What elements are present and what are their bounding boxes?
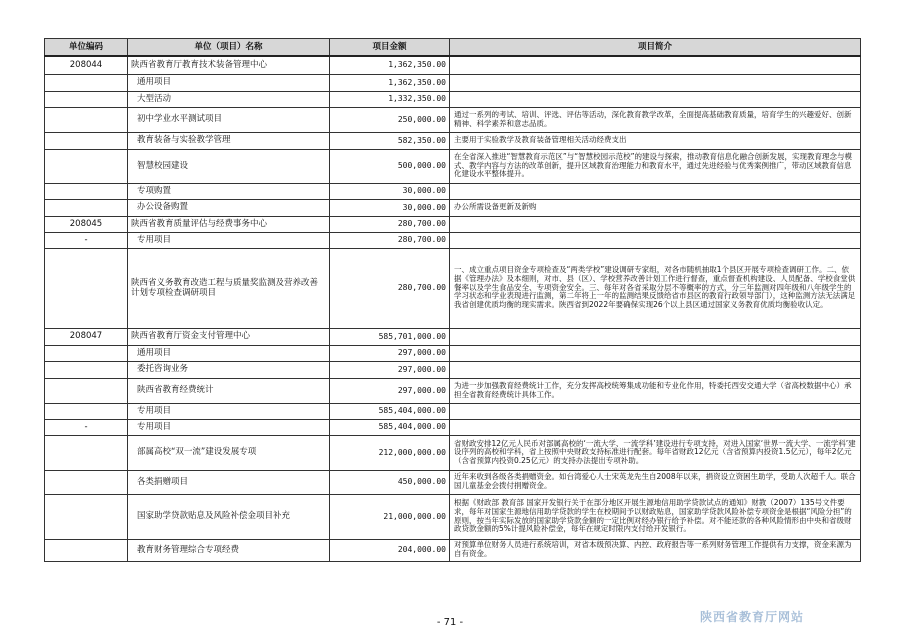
unit-code-cell: - [45, 232, 128, 248]
table-body [45, 56, 861, 561]
table-row [45, 345, 861, 361]
amount-cell: 585,701,000.00 [330, 328, 450, 345]
budget-table [44, 38, 861, 562]
unit-code-cell [45, 91, 128, 107]
page-number: - 71 - [436, 617, 464, 628]
amount-cell: 450,000.00 [330, 470, 450, 494]
amount-cell: 280,700.00 [330, 216, 450, 232]
amount-cell: 582,350.00 [330, 132, 450, 149]
table-header-row [45, 39, 861, 57]
unit-name-cell: 通用项目 [128, 345, 330, 361]
description-cell: 主要用于实验教学及教育装备管理相关活动经费支出 [450, 132, 861, 149]
unit-code-cell [45, 248, 128, 328]
amount-cell: 212,000,000.00 [330, 435, 450, 470]
description-cell [450, 232, 861, 248]
description-cell [450, 345, 861, 361]
description-cell: 对预算单位财务人员进行系统培训，对省本级预决算、内控、政府报告等一系列财务管理工作提供有力支撑，资金来源为自有资金。 [450, 539, 861, 561]
description-cell [450, 361, 861, 378]
budget-table-sheet [44, 38, 860, 562]
amount-cell: 21,000,000.00 [330, 494, 450, 539]
description-cell [450, 328, 861, 345]
unit-name-cell: 陕西省义务教育改造工程与质量奖监测及营养改善计划专项检查调研项目 [128, 248, 330, 328]
description-cell [450, 419, 861, 435]
unit-name-cell: 陕西省教育厅资金支付管理中心 [128, 328, 330, 345]
table-row [45, 132, 861, 149]
amount-cell: 1,362,350.00 [330, 56, 450, 74]
unit-code-cell [45, 132, 128, 149]
unit-code-cell [45, 199, 128, 216]
unit-name-cell: 专用项目 [128, 403, 330, 419]
amount-cell: 297,000.00 [330, 378, 450, 403]
description-cell [450, 183, 861, 199]
unit-name-cell: 初中学业水平测试项目 [128, 107, 330, 132]
description-cell: 近年来收到各级各类捐赠资金。如台湾爱心人士宋英龙先生自2008年以来，捐资设立资困生助学，受助人次超千人。联合国儿童基金会拨付捐赠资金。 [450, 470, 861, 494]
table-row [45, 107, 861, 132]
unit-code-cell: - [45, 419, 128, 435]
unit-code-cell [45, 494, 128, 539]
unit-name-cell: 各类捐赠项目 [128, 470, 330, 494]
table-row [45, 328, 861, 345]
description-cell [450, 56, 861, 74]
unit-name-cell: 专用项目 [128, 419, 330, 435]
unit-name-cell: 委托咨询业务 [128, 361, 330, 378]
amount-cell: 204,000.00 [330, 539, 450, 561]
amount-cell: 30,000.00 [330, 183, 450, 199]
description-cell: 为进一步加强教育经费统计工作，充分发挥高校统筹集成功能和专业化作用，特委托西安交通大学（省高校数据中心）承担全省教育经费统计具体工作。 [450, 378, 861, 403]
table-row [45, 232, 861, 248]
amount-cell: 500,000.00 [330, 149, 450, 183]
amount-cell: 280,700.00 [330, 232, 450, 248]
unit-name-cell: 专用项目 [128, 232, 330, 248]
header-unit-name: 单位（项目）名称 [128, 39, 330, 57]
table-row [45, 149, 861, 183]
amount-cell: 585,404,000.00 [330, 403, 450, 419]
unit-code-cell: 208045 [45, 216, 128, 232]
description-cell [450, 403, 861, 419]
unit-code-cell [45, 403, 128, 419]
unit-name-cell: 陕西省教育厅教育技术装备管理中心 [128, 56, 330, 74]
table-row [45, 470, 861, 494]
description-cell: 在全省深入推进“智慧教育示范区”与“智慧校园示范校”的建设与探索，推动教育信息化融合创新发展，实现教育理念与模式、教学内容与方法的改革创新，提升区域教育治理能力和教育水平，通过先进经验与优秀案例推广，带动区域教育信息化建设水平整体提升。 [450, 149, 861, 183]
table-row [45, 91, 861, 107]
description-cell [450, 216, 861, 232]
unit-code-cell [45, 361, 128, 378]
unit-name-cell: 大型活动 [128, 91, 330, 107]
description-cell [450, 74, 861, 91]
unit-code-cell [45, 470, 128, 494]
table-row [45, 403, 861, 419]
amount-cell: 1,332,350.00 [330, 91, 450, 107]
header-unit-code: 单位编码 [45, 39, 128, 57]
table-row [45, 539, 861, 561]
amount-cell: 30,000.00 [330, 199, 450, 216]
amount-cell: 250,000.00 [330, 107, 450, 132]
unit-name-cell: 通用项目 [128, 74, 330, 91]
unit-code-cell [45, 107, 128, 132]
description-cell [450, 91, 861, 107]
description-cell: 办公所需设备更新及新购 [450, 199, 861, 216]
unit-name-cell: 陕西省教育经费统计 [128, 378, 330, 403]
table-row [45, 494, 861, 539]
description-cell: 通过一系列的考试、培训、评选、评估等活动，深化教育教学改革，全面提高基础教育质量，培育学生的兴趣爱好、创新精神、科学素养和意志品质。 [450, 107, 861, 132]
unit-name-cell: 专项购置 [128, 183, 330, 199]
unit-code-cell [45, 539, 128, 561]
unit-name-cell: 国家助学贷款贴息及风险补偿金项目补充 [128, 494, 330, 539]
unit-code-cell [45, 435, 128, 470]
unit-name-cell: 教育装备与实验教学管理 [128, 132, 330, 149]
unit-code-cell [45, 345, 128, 361]
description-cell: 根据《财政部 教育部 国家开发银行关于在部分地区开展生源地信用助学贷款试点的通知》财教（2007）135号文件要求，每年对国家生源地信用助学贷款的学生在校期间予以财政贴息，国家助学贷款风险补偿专项资金是根据“风险分担”的原则，按当年实际发放的国家助学贷款金额的一定比例对经办银行给予补偿。对不能还款的各种风险情形由中央和省级财政贷款金额的5%计提风险补偿金，每年在规定时限内支付给开发银行。 [450, 494, 861, 539]
amount-cell: 297,000.00 [330, 361, 450, 378]
table-row [45, 361, 861, 378]
amount-cell: 585,404,000.00 [330, 419, 450, 435]
amount-cell: 1,362,350.00 [330, 74, 450, 91]
unit-name-cell: 部属高校“双一流”建设发展专项 [128, 435, 330, 470]
amount-cell: 297,000.00 [330, 345, 450, 361]
unit-name-cell: 陕西省教育质量评估与经费事务中心 [128, 216, 330, 232]
unit-code-cell: 208047 [45, 328, 128, 345]
table-row [45, 248, 861, 328]
site-watermark: 陕西省教育厅网站 [700, 610, 805, 624]
table-row [45, 216, 861, 232]
header-amount: 项目金额 [330, 39, 450, 57]
table-row [45, 435, 861, 470]
unit-name-cell: 智慧校园建设 [128, 149, 330, 183]
table-row [45, 183, 861, 199]
unit-code-cell [45, 149, 128, 183]
table-row [45, 199, 861, 216]
unit-name-cell: 办公设备购置 [128, 199, 330, 216]
unit-code-cell [45, 183, 128, 199]
amount-cell: 280,700.00 [330, 248, 450, 328]
table-row [45, 378, 861, 403]
description-cell: 一、成立重点项目资金专项检查及“两类学校”建设调研专家组，对各市随机抽取1个县区开展专项检查调研工作。二、依据《管理办法》及本细则，对市、县（区）、学校营养改善计划工作进行督查，重点督查机构建设、人员配备、学校食堂供餐率以及学生食品安全、专项资金安全。三、每年对各省采取分层不等概率的方式，分三年监测对四年级和八年级学生的学习状态和学业表现进行监测，第二年将上一年的监测结果反馈给省市县区的教育行政领导部门），这种监测方法无法满足我省创建优质均衡的现实需求。陕西省到2022年要确保实现26个以上县区通过国家义务教育优质均衡验收认定。 [450, 248, 861, 328]
unit-code-cell [45, 74, 128, 91]
unit-code-cell [45, 378, 128, 403]
table-row [45, 74, 861, 91]
unit-name-cell: 教育财务管理综合专项经费 [128, 539, 330, 561]
description-cell: 省财政安排12亿元人民币对部属高校的‘一流大学、一流学科’建设进行专项支持，对进入国家‘世界一流大学、一流学科’建设序列的高校和学科，省上按照中央财政支持标准进行配套。每年省财政12亿元（含省预算内投资1.5亿元），每年2亿元（含省预算内投资0.25亿元）的支持办法提出专项补助。 [450, 435, 861, 470]
table-row [45, 419, 861, 435]
table-row [45, 56, 861, 74]
unit-code-cell: 208044 [45, 56, 128, 74]
header-description: 项目简介 [450, 39, 861, 57]
